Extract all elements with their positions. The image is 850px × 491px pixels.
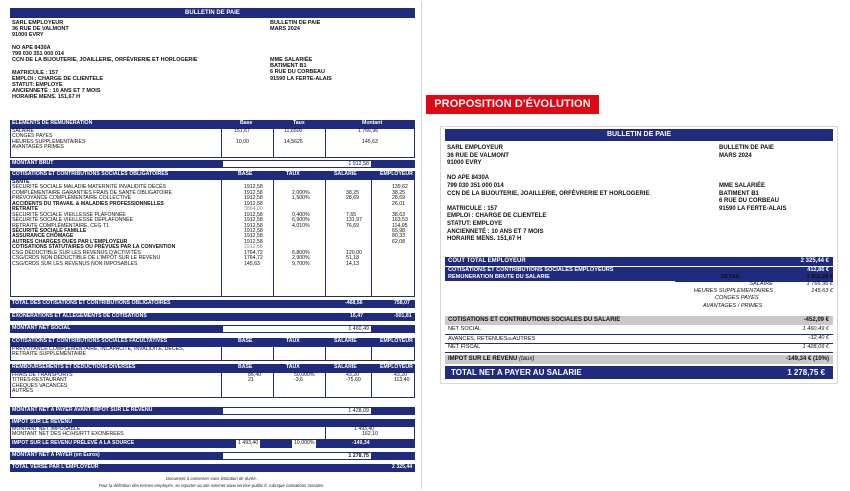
table-row: COTISATIONS STATUTAIRES OU PRÉVUES PAR LA CONVENTION 1912,58	[12, 244, 263, 251]
net-pay-amount: 1 278,75	[222, 452, 372, 460]
gross-row: MONTANT BRUT	[10, 160, 415, 168]
employer-contrib-row: COTISATIONS ET CONTRIBUTIONS SOCIALES EMPLOYEURS 412,86 €	[445, 267, 833, 274]
table-row: PRÉVOYANCE COMPLÉMENTAIRE, INCAPACITÉ, INVALIDITÉ, DÉCÈS,	[12, 346, 184, 352]
employer-line: HORAIRE MENS. 151,67 H	[447, 236, 522, 243]
net-pay-row: TOTAL NET A PAYER AU SALARIE 1 278,75 €	[445, 366, 833, 379]
employer-block	[447, 145, 649, 244]
employer-line: EMPLOI : CHARGE DE CLIENTELE	[447, 213, 547, 220]
table-row: COMPLÉMENTAIRE GARANTIES FRAIS DE SANTÉ OBLIGATOIRE 1912,58 2,000% 38,25 38,25	[12, 189, 405, 196]
employer-line: 91000 EVRY	[447, 160, 482, 167]
period-line: MARS 2024	[719, 152, 752, 159]
table-row: AVANTAGES PRIMES	[12, 144, 64, 151]
period-line: MARS 2024	[270, 26, 300, 33]
net-before-tax-row: MONTANT NET A PAYER AVANT IMPOT SUR LE REVENU	[10, 407, 415, 415]
employee-contrib-row: COTISATIONS ET CONTRIBUTIONS SOCIALES DU SALARIE -452,09 €	[445, 316, 833, 325]
table-row: MONTANT NET IMPOSABLE 1 493,40	[12, 426, 375, 432]
employee-line: BATIMENT B1	[719, 190, 759, 197]
employer-line: STATUT: EMPLOYE	[447, 220, 503, 227]
reimbursements-header: REMBOURSEMENTS ET DÉDUCTIONS DIVERSES BASE TAUX SALARIÉ EMPLOYEUR	[10, 364, 415, 372]
tax-row: IMPOT SUR LE REVENU (taux) -149,34 € (10%)	[445, 355, 833, 364]
table-row: SÉCURITÉ SOCIALE MALADIE MATERNITÉ INVALIDITÉ DÉCÈS 1912,58 139,62	[12, 184, 408, 191]
optional-header: COTISATIONS ET CONTRIBUTIONS SOCIALES FACULTATIVES BASE TAUX SALARIÉ EMPLOYEUR	[10, 338, 415, 346]
employer-line: SARL EMPLOYEUR	[447, 145, 503, 151]
tax-withheld-row: IMPOT SUR LE REVENU PRÉLEVÉ A LA SOURCE 1 493,40 10,000% -149,34	[10, 440, 415, 448]
cout-total-row: COUT TOTAL EMPLOYEUR 2 325,44 €	[445, 257, 833, 266]
employer-line: ANCIENNETÉ : 10 ANS ET 7 MOIS	[12, 88, 101, 95]
advances-row: AVANCES, RETENUESouAUTRES -32,40 €	[445, 335, 833, 344]
employer-line: NO APE 8430A	[12, 44, 51, 51]
proposed-payslip	[440, 126, 838, 384]
exonerations-row: EXONÉRATIONS ET ALLÈGEMENTS DE COTISATIONS 16,47 -501,81	[10, 313, 415, 321]
employer-line: STATUT: EMPLOYE	[12, 82, 63, 89]
table-row: PRÉVOYANCE COMPLÉMENTAIRE COLLECTIVE 1912,58 1,500% 28,69 28,69	[12, 195, 405, 202]
employer-line: EMPLOI : CHARGE DE CLIENTELE	[12, 75, 104, 82]
tax-header: IMPOT SUR LE REVENU	[10, 419, 415, 426]
proposal-label: PROPOSITION D'ÉVOLUTION	[426, 95, 599, 114]
employer-line: SARL EMPLOYEUR	[12, 20, 64, 26]
contributions-rows	[12, 180, 413, 267]
table-row: RETRAITE 3864,00	[12, 206, 263, 213]
gross-detail-item: HEURES SUPPLEMENTAIRES 145,63 €	[693, 288, 833, 295]
table-row: RETRAITE COMPLÉMENTAIRE, CEG T1 1912,58 4,010% 76,69 114,95	[12, 222, 408, 229]
employer-line: 91000 EVRY	[12, 32, 44, 39]
net-social-row: MONTANT NET SOCIAL	[10, 325, 415, 333]
net-social-row: NET SOCIAL 1 460,49 €	[445, 326, 833, 335]
net-fiscal-row: NET FISCAL 1 428,09 €	[445, 344, 833, 353]
table-row: RETRAITE SUPPLÉMENTAIRE	[12, 351, 86, 358]
employer-line: 799 030 351 000 014	[12, 51, 64, 58]
employer-line: CCN DE LA BIJOUTERIE, JOAILLERIE, ORFÈVRERIE ET HORLOGERIE	[12, 57, 198, 64]
total-employer-row: TOTAL VERSÉ PAR L'EMPLOYEUR 2 325,44	[10, 464, 415, 472]
payslip-title: BULLETIN DE PAIE	[10, 8, 415, 18]
gross-detail-item: AVANTAGES / PRIMES	[703, 302, 763, 309]
table-row: ASSURANCE CHÔMAGE 1912,58 80,33	[12, 233, 405, 240]
net-social-amount: 1 460,49	[222, 325, 372, 333]
table-row: ACCIDENTS DU TRAVAIL & MALADIES PROFESSIONNELLES 1912,58 26,01	[12, 200, 405, 207]
table-row: CSG DÉDUCTIBLE SUR LES REVENUS D'ACTIVITÉS 1764,72 6,800% 120,00	[12, 249, 362, 256]
employee-line: MME SALARIÉE	[270, 57, 313, 63]
table-row: HEURES SUPPLÉMENTAIRES 10,00 14,5625 145,63	[12, 138, 378, 145]
employer-line: NO APE 8430A	[447, 175, 490, 182]
employer-line: 799 030 351 000 014	[447, 182, 504, 189]
gross-detail-list	[675, 281, 833, 310]
table-row: MONTANT NET DES HC/HS/RTT EXONÉRÉES 162,10	[12, 431, 378, 438]
remuneration-header: ELEMENTS DE REMUNERATION Base Taux Montant	[10, 120, 415, 128]
net-pay-row: MONTANT NET A PAYER (en Euros)	[10, 452, 415, 460]
employer-line: HORAIRE MENS. 151,67 H	[12, 94, 81, 101]
table-row: CONGES PAYES	[12, 133, 53, 140]
payslip-title: BULLETIN DE PAIE	[445, 129, 833, 141]
tax-rows	[12, 427, 413, 438]
gross-detail-item: SALAIRE 1 766,96 €	[749, 281, 833, 287]
employer-line: CCN DE LA BIJOUTERIE, JOAILLERIE, ORFÈVRERIE ET HORLOGERIE	[447, 190, 650, 197]
table-row: CHEQUES VACANCES	[12, 382, 68, 389]
gross-amount: 1 912,58	[222, 160, 372, 168]
net-before-tax-amount: 1 428,09	[222, 407, 372, 415]
original-payslip	[2, 2, 422, 489]
employee-line: 6 RUE DU CORBEAU	[719, 198, 780, 205]
period-line: BULLETIN DE PAIE	[719, 145, 774, 151]
table-row: TITRES-RESTAURANT 21 -3,6 -75,60 113,40	[12, 377, 410, 384]
table-row: CSG/CRDS SUR LES REVENUS NON IMPOSABLES 145,63 9,700% 14,13	[12, 260, 359, 267]
contributions-header: COTISATIONS ET CONTRIBUTIONS SOCIALES OBLIGATOIRES BASE TAUX SALARIÉ EMPLOYEUR	[10, 171, 415, 179]
employer-line	[447, 168, 649, 176]
employer-line: 36 RUE DE VALMONT	[12, 26, 69, 33]
period-line: BULLETIN DE PAIE	[270, 20, 321, 26]
employee-line: MME SALARIÉE	[719, 183, 766, 189]
table-row: AUTRES CHARGES DUES PAR L'EMPLOYEUR 1912,58 62,08	[12, 238, 405, 245]
table-row: CSG/CRDS NON DÉDUCTIBLE DE L'IMPÔT SUR LE REVENU 1764,72 2,900% 51,18	[12, 255, 359, 262]
employee-line: BATIMENT B1	[270, 63, 307, 70]
employer-line: 36 RUE DE VALMONT	[447, 152, 509, 159]
employer-line: MATRICULE : 157	[12, 69, 59, 76]
employee-line: 91590 LA FERTE-ALAIS	[270, 75, 332, 82]
employer-line	[447, 198, 649, 206]
table-row: SALAIRE 151,67 11,6500 1 766,96	[12, 128, 379, 134]
table-row: SÉCURITÉ SOCIALE VIEILLESSE DÉPLAFONNÉE 1912,58 6,900% 131,97 163,53	[12, 217, 408, 224]
remuneration-rows	[12, 129, 413, 151]
table-row: SÉCURITÉ SOCIALE VIEILLESSE PLAFONNÉE 1912,58 0,400% 7,65 38,63	[12, 211, 405, 218]
employer-line: ANCIENNETÉ : 10 ANS ET 7 MOIS	[447, 228, 544, 235]
footer-note: Pour la définition des termes employés, se reporter au site internet www.service-public.fr, rubrique cotisations sociales.	[98, 483, 325, 488]
employer-line: MATRICULE : 157	[447, 205, 498, 212]
gross-row: REMUNERATION BRUTE DU SALARIE	[445, 274, 833, 281]
employee-line: 91590 LA FERTE-ALAIS	[719, 205, 787, 212]
footer-note: Document à conserver sans limitation de durée.	[166, 476, 257, 481]
total-contributions-row: TOTAL DES COTISATIONS ET CONTRIBUTIONS OBLIGATOIRES -468,56 758,07	[10, 300, 415, 308]
period-block	[719, 145, 774, 160]
gross-detail-cell: DETAIL 1 912,58 €	[675, 274, 833, 282]
reimbursements-rows	[12, 373, 413, 395]
employee-block	[719, 183, 786, 213]
employer-block	[12, 20, 198, 101]
table-row: AUTRES	[12, 388, 34, 395]
table-row: SÉCURITÉ SOCIALE FAMILLE 1912,58 65,98	[12, 227, 405, 234]
optional-rows	[12, 347, 413, 358]
gross-detail-item: CONGES PAYES	[715, 295, 759, 302]
employee-block	[270, 57, 332, 82]
table-row: SANTÉ	[12, 179, 30, 185]
period-block	[270, 20, 320, 32]
table-row: FRAIS DE TRANSPORTS 86,40 50,000% 43,20 43,20	[12, 372, 407, 378]
employee-line: 6 RUE DU CORBEAU	[270, 69, 326, 76]
